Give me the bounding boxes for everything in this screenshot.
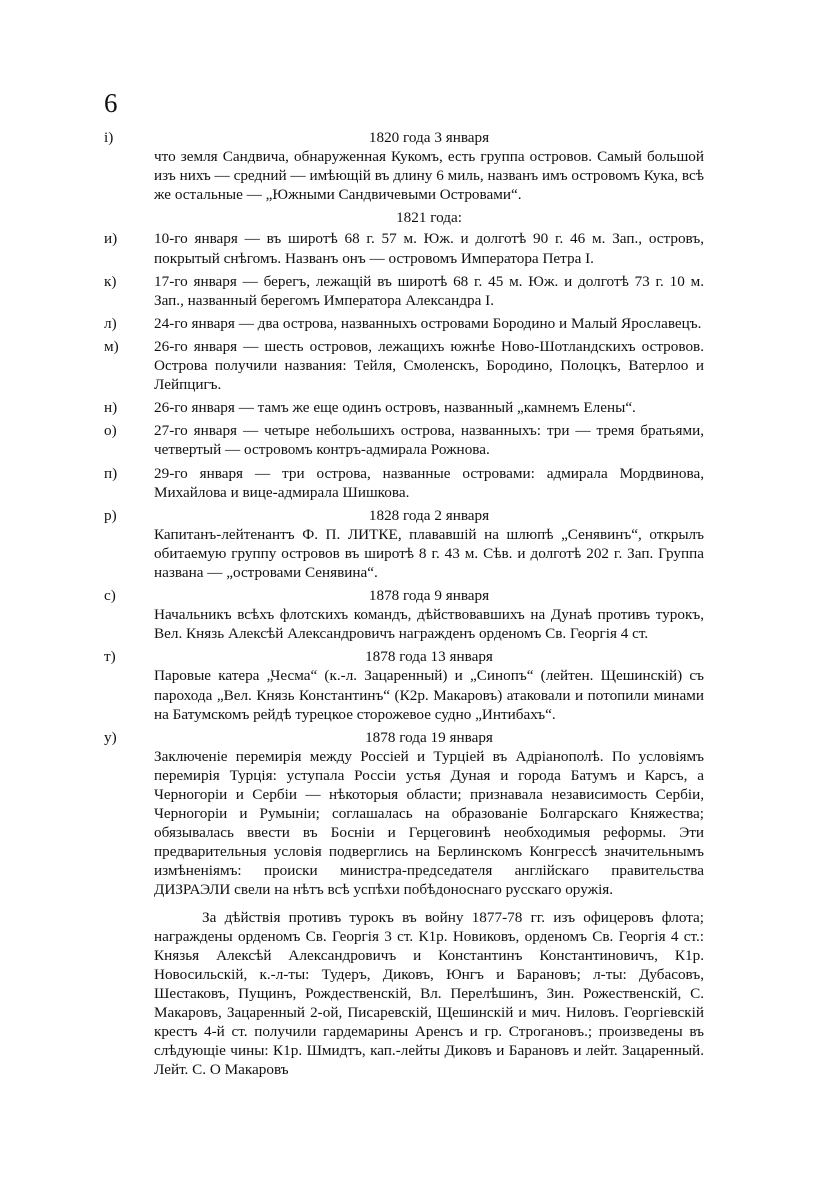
entry-r xyxy=(104,506,704,582)
entry-marker: и) xyxy=(104,230,118,248)
entry-marker: о) xyxy=(104,422,117,440)
entry-text: 26-го января — тамъ же еще одинъ островъ, названный „камнемъ Елены“. xyxy=(154,399,636,417)
entry-date: 1828 года 2 января xyxy=(368,506,490,524)
entry-marker: т) xyxy=(104,648,116,666)
entry-text: что земля Сандвича, обнаруженная Кукомъ, есть группа островов. Самый большой изъ нихъ — средний — имѣющій въ длину 6 миль, названъ имъ островомъ Кука, всѣ же остальные — „Южными Сандвичевыми Островами“. xyxy=(154,148,704,204)
year-heading: 1821 года: xyxy=(396,209,462,227)
entry-text: Капитанъ-лейтенантъ Ф. П. ЛИТКЕ, плававшій на шлюпѣ „Сенявинъ“, открылъ обитаемую группу островов въ широтѣ 8 г. 43 м. Сѣв. и долготѣ 202 г. Зап. Группа названа — „островами Сенявина“. xyxy=(154,525,704,581)
closing-paragraph: За дѣйствія противъ турокъ въ войну 1877-78 гг. изъ офицеровъ флота; награждены орденомъ Св. Георгія 3 ст. К1р. Новиковъ, орденомъ Св. Георгія 4 ст.: Князья Алексѣй Александровичъ и Константинъ Константиновичъ, К1р. Новосильскій, к.-л-ты: Тудеръ, Диковъ, Юнгъ и Барановъ; л-ты: Дубасовъ, Шестаковъ, Пущинъ, Рождественскій, Вл. Перелѣшинъ, Зин. Рожественскій, С. Макаровъ, Зацаренный 2-ой, Писаревскій, Щешинскій и мич. Ниловъ. Георгіевскій крестъ 4-й ст. получили гардемарины Аренсъ и гр. Строгановъ.; произведены въ слѣдующіе чины: К1р. Шмидтъ, кап.-лейты Диковъ и Барановъ и лейт. Зацаренный. Лейт. С. О Макаровъ xyxy=(154,908,704,1079)
entry-text: 17-го января — берегъ, лежащій въ широтѣ 68 г. 45 м. Юж. и долготѣ 73 г. 10 м. Зап., названный берегомъ Императора Александра I. xyxy=(154,272,704,309)
entry-date: 1878 года 19 января xyxy=(365,728,493,746)
entry-text: 29-го января — три острова, названные островами: адмирала Мордвинова, Михайлова и вице-адмирала Шишкова. xyxy=(154,464,704,501)
entry-i xyxy=(104,128,704,204)
entry-text: 27-го января — четыре небольшихъ острова, названныхъ: три — тремя братьями, четвертый — островомъ контръ-адмирала Рожнова. xyxy=(154,422,704,459)
entry-m xyxy=(104,337,704,394)
entry-marker: п) xyxy=(104,464,118,482)
entry-marker: к) xyxy=(104,272,117,290)
entry-date: 1878 года 9 января xyxy=(368,587,490,605)
entry-i2 xyxy=(104,229,704,267)
entry-date: 1878 года 13 января xyxy=(365,648,493,666)
entry-text: 24-го января — два острова, названныхъ островами Бородино и Малый Ярославецъ. xyxy=(154,314,702,332)
entry-marker: р) xyxy=(104,506,117,524)
entry-text: Заключеніе перемирія между Россіей и Турціей въ Адріанополѣ. По условіямъ перемирія Турція: уступала Россіи устья Дуная и города Батумъ и Карсъ, а Черногоріи и Сербіи — нѣкоторыя области; признавала независимость Сербіи, Черногоріи и Румыніи; соглашалась на образованіе Болгарскаго Княжества; обязывалась ввести въ Босніи и Герцеговинѣ необходимыя реформы. Эти предварительныя условія подверглись на Берлинскомъ Конгрессѣ значительнымъ измѣненіямъ: происки министра-председателя англійскаго правительства ДИЗРАЭЛИ свели на нѣтъ всѣ успѣхи побѣдоноснаго русскаго оружія. xyxy=(154,747,704,899)
entry-marker: i) xyxy=(104,129,114,146)
entry-marker: н) xyxy=(104,399,118,417)
entry-u xyxy=(104,728,704,900)
document-body xyxy=(104,128,704,1079)
entry-text: Начальникъ всѣхъ флотскихъ командъ, дѣйствовавшихъ на Дунаѣ противъ турокъ, Вел. Князь Алексѣй Александровичъ награжденъ орденомъ Св. Георгія 4 ст. xyxy=(154,606,704,643)
entry-p xyxy=(104,464,704,502)
entry-marker: м) xyxy=(104,337,119,355)
entry-s xyxy=(104,586,704,643)
entry-text: Паровые катера „Чесма“ (к.-л. Зацаренный) и „Синопъ“ (лейтен. Щешинскій) съ парохода „Вел. Князь Константинъ“ (К2р. Макаровъ) атаковали и потопили минами на Батумскомъ рейдѣ турецкое сторожевое судно „Интибахъ“. xyxy=(154,667,704,723)
entry-text: 26-го января — шесть островов, лежащихъ южнѣе Ново-Шотландскихъ островов. Острова получили названия: Тейля, Смоленскъ, Бородино, Полоцкъ, Ватерлоо и Лейпцигъ. xyxy=(154,337,704,394)
entry-date: 1820 года 3 января xyxy=(368,129,490,146)
entry-l xyxy=(104,314,704,333)
entry-n xyxy=(104,398,704,417)
entry-o xyxy=(104,421,704,459)
entry-marker: л) xyxy=(104,314,117,332)
entry-marker: у) xyxy=(104,728,117,746)
entry-marker: с) xyxy=(104,587,116,605)
entry-t xyxy=(104,647,704,723)
entry-text: 10-го января — въ широтѣ 68 г. 57 м. Юж. и долготѣ 90 г. 46 м. Зап., островъ, покрытый снѣгомъ. Названъ онъ — островомъ Императора Петра I. xyxy=(154,230,704,267)
page-number: 6 xyxy=(104,88,118,118)
entry-k xyxy=(104,272,704,310)
